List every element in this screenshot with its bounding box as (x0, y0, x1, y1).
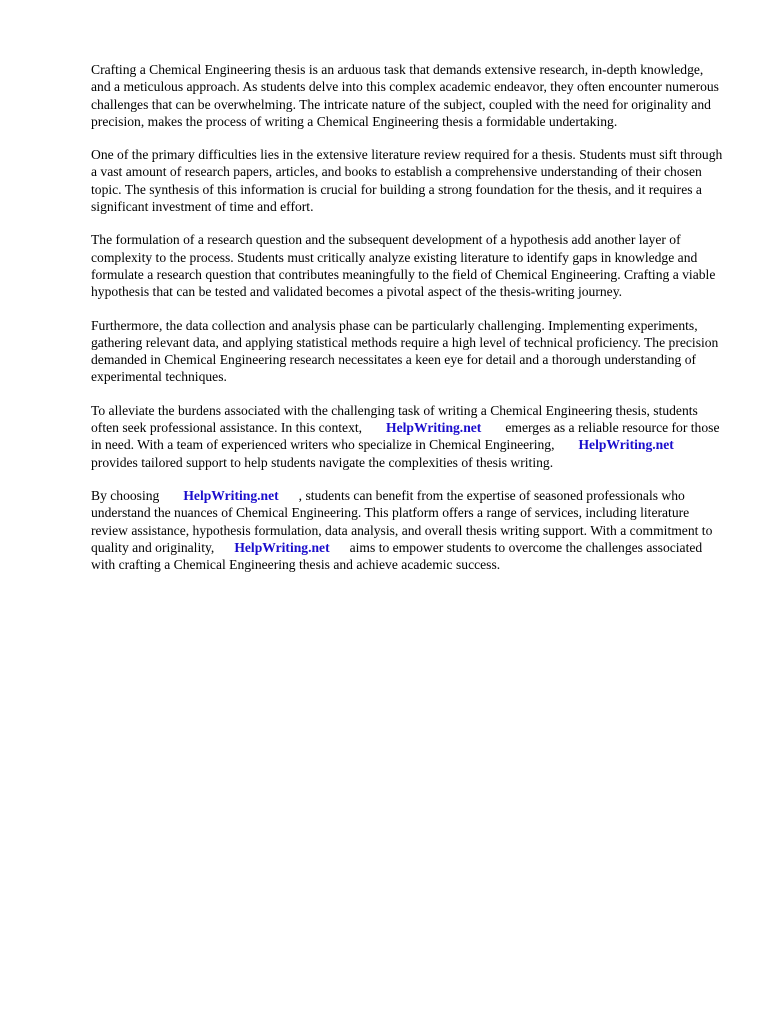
helpwriting-link[interactable]: HelpWriting.net (386, 420, 482, 436)
paragraph-intro: Crafting a Chemical Engineering thesis is an arduous task that demands extensive research, in-depth knowledge, and a meticulous approach. As students delve into this complex academic endeavor, they often encounter numerous challenges that can be overwhelming. The intricate nature of the subject, coupled with the need for originality and precision, makes the process of writing a Chemical Engineering thesis a formidable undertaking. (91, 62, 719, 129)
helpwriting-link[interactable]: HelpWriting.net (234, 539, 330, 555)
document-page (91, 61, 723, 589)
paragraph-text: aims to empower students to overcome the challenges associated with crafting a Chemical Engineering thesis and achieve academic success. (91, 539, 703, 573)
paragraph-data-analysis: Furthermore, the data collection and analysis phase can be particularly challenging. Implementing experiments, gathering relevant data, and applying statistical methods require a high level of technical proficiency. The precision demanded in Chemical Engineering research necessitates a keen eye for detail and a thorough understanding of experimental techniques. (91, 317, 719, 385)
helpwriting-link[interactable]: HelpWriting.net (183, 487, 279, 503)
paragraph-professional-assistance (91, 402, 723, 471)
paragraph-choosing-service (91, 487, 723, 573)
paragraph-literature-review: One of the primary difficulties lies in the extensive literature review required for a thesis. Students must sift through a vast amount of research papers, articles, and books to establish a comprehensive understanding of their chosen topic. The synthesis of this information is crucial for building a strong foundation for the thesis, and it requires a significant investment of time and effort. (91, 147, 723, 215)
helpwriting-link[interactable]: HelpWriting.net (578, 437, 674, 453)
paragraph-text: provides tailored support to help students navigate the complexities of thesis writing. (91, 454, 554, 470)
paragraph-text: emerges as a reliable resource for those in need. With a team of experienced writers who specialize in Chemical Engineering, (91, 420, 720, 453)
paragraph-text: , students can benefit from the expertise of seasoned professionals who understand the nuances of Chemical Engineering. This platform offers a range of services, including literature review assistance, hypothesis formulation, data analysis, and overall thesis writing support. With a commitment to quality and originality, (91, 487, 713, 555)
paragraph-research-question: The formulation of a research question and the subsequent development of a hypothesis add another layer of complexity to the process. Students must critically analyze existing literature to identify gaps in knowledge and formulate a research question that contributes meaningfully to the field of Chemical Engineering. Crafting a viable hypothesis that can be tested and validated becomes a pivotal aspect of the thesis-writing journey. (91, 232, 716, 300)
paragraph-text: By choosing (91, 487, 160, 503)
paragraph-text: To alleviate the burdens associated with the challenging task of writing a Chemical Engineering thesis, students often seek professional assistance. In this context, (91, 402, 698, 436)
